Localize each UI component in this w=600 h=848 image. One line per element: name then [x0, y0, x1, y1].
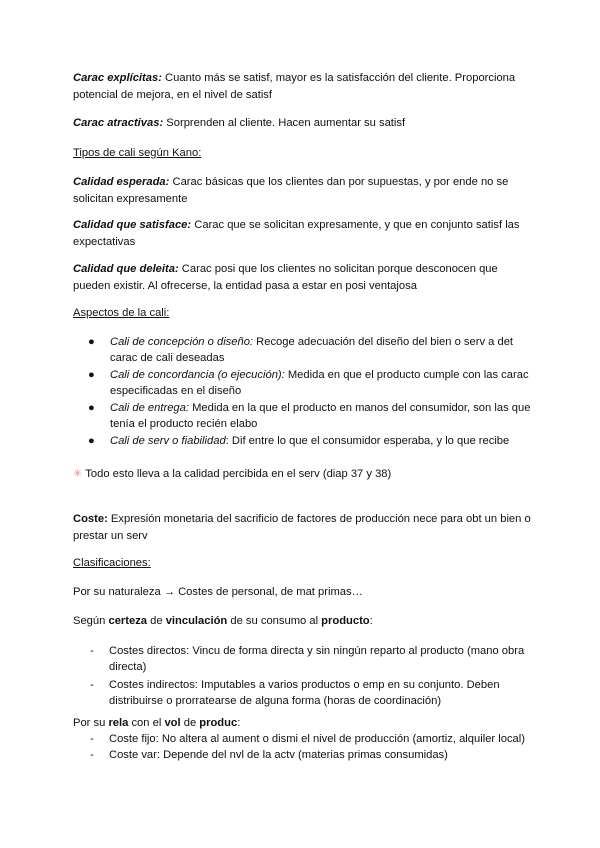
clasificaciones-heading: Clasificaciones: [73, 557, 151, 569]
carac-atractivas [73, 115, 533, 132]
dash-icon: - [90, 749, 94, 761]
aspectos-list [73, 334, 533, 449]
item-text: Costes indirectos: Imputables a varios productos o emp en su conjunto. Deben distribuirse o prorratearse de alguna forma (horas de coordinación) [109, 679, 500, 707]
definition: Expresión monetaria del sacrificio de factores de producción nece para obt un bien o prestar un serv [73, 513, 531, 542]
term: Calidad que deleita: [73, 263, 179, 275]
text: de su consumo al [227, 615, 322, 627]
term: Cali de serv o fiabilidad [110, 435, 226, 447]
calidad-esperada [73, 174, 533, 208]
definition: : Dif entre lo que el consumidor esperaba, y lo que recibe [225, 435, 510, 447]
text: : [369, 615, 373, 627]
list-item [73, 747, 533, 763]
term: Carac atractivas: [73, 117, 164, 129]
definition: Sorprenden al cliente. Hacen aumentar su satisf [163, 117, 406, 129]
term: Cali de concordancia (o ejecución): [110, 369, 285, 381]
text: Por su [73, 717, 109, 729]
definition: Carac posi que los clientes no solicitan porque desconocen que pueden existir. Al ofrecerse, la entidad pasa a estar en posi ventajosa [73, 263, 498, 292]
list-item [73, 433, 533, 449]
certeza-list [73, 643, 533, 709]
asterisk-icon: ✳ [73, 468, 83, 480]
rela-heading [73, 715, 533, 732]
bold-text: vinculación [165, 615, 228, 627]
bold-text: vol [164, 717, 181, 729]
calidad-que-satisface [73, 217, 533, 251]
dash-icon: - [90, 733, 94, 745]
text: con el [128, 717, 165, 729]
list-item [73, 677, 533, 709]
list-item [73, 334, 533, 366]
bullet-icon: ● [88, 402, 95, 414]
carac-explicitas [73, 70, 533, 104]
list-item [73, 731, 533, 747]
term: Coste: [73, 513, 108, 525]
list-item [73, 643, 533, 675]
bold-text: producto [321, 615, 370, 627]
note-text: Todo esto lleva a la calidad percibida en el serv (diap 37 y 38) [82, 468, 392, 480]
definition: Recoge adecuación del diseño del bien o serv a det carac de cali deseadas [110, 336, 514, 364]
term: Cali de concepción o diseño: [110, 336, 254, 348]
term: Carac explícitas: [73, 72, 162, 84]
certeza-heading [73, 613, 533, 630]
text: Según [73, 615, 109, 627]
dash-icon: - [90, 679, 94, 691]
bold-text: rela [108, 717, 129, 729]
text: de [147, 615, 166, 627]
term: Calidad esperada: [73, 176, 170, 188]
bold-text: produc [199, 717, 238, 729]
calidad-que-deleita [73, 261, 533, 295]
naturaleza-line: Por su naturaleza → Costes de personal, de mat primas… [73, 586, 363, 598]
definition: Cuanto más se satisf, mayor es la satisfacción del cliente. Proporciona potencial de mejora, en el nivel de satisf [73, 72, 516, 101]
item-text: Coste var: Depende del nvl de la actv (materias primas consumidas) [109, 749, 448, 761]
note [73, 466, 533, 483]
term: Cali de entrega: [110, 402, 189, 414]
list-item [73, 367, 533, 399]
coste-definition [73, 511, 533, 545]
term: Calidad que satisface: [73, 219, 192, 231]
definition: Carac que se solicitan expresamente, y que en conjunto satisf las expectativas [73, 219, 520, 248]
text: de [180, 717, 200, 729]
definition: Medida en que el producto cumple con las carac especificadas en el diseño [110, 369, 529, 397]
text: : [237, 717, 241, 729]
bullet-icon: ● [88, 435, 95, 447]
dash-icon: - [90, 645, 94, 657]
bullet-icon: ● [88, 336, 95, 348]
definition: Medida en la que el producto en manos del consumidor, son las que tenía el producto recién elabo [110, 402, 531, 430]
item-text: Coste fijo: No altera al aument o dismi el nivel de producción (amortiz, alquiler local) [109, 733, 525, 745]
aspectos-heading: Aspectos de la cali: [73, 307, 170, 319]
bold-text: certeza [108, 615, 148, 627]
tipos-heading: Tipos de cali según Kano: [73, 147, 202, 159]
item-text: Costes directos: Vincu de forma directa y sin ningún reparto al producto (mano obra directa) [109, 645, 525, 673]
definition: Carac básicas que los clientes dan por supuestas, y por ende no se solicitan expresamente [73, 176, 509, 205]
bullet-icon: ● [88, 369, 95, 381]
rela-list [73, 731, 533, 763]
list-item [73, 400, 533, 432]
